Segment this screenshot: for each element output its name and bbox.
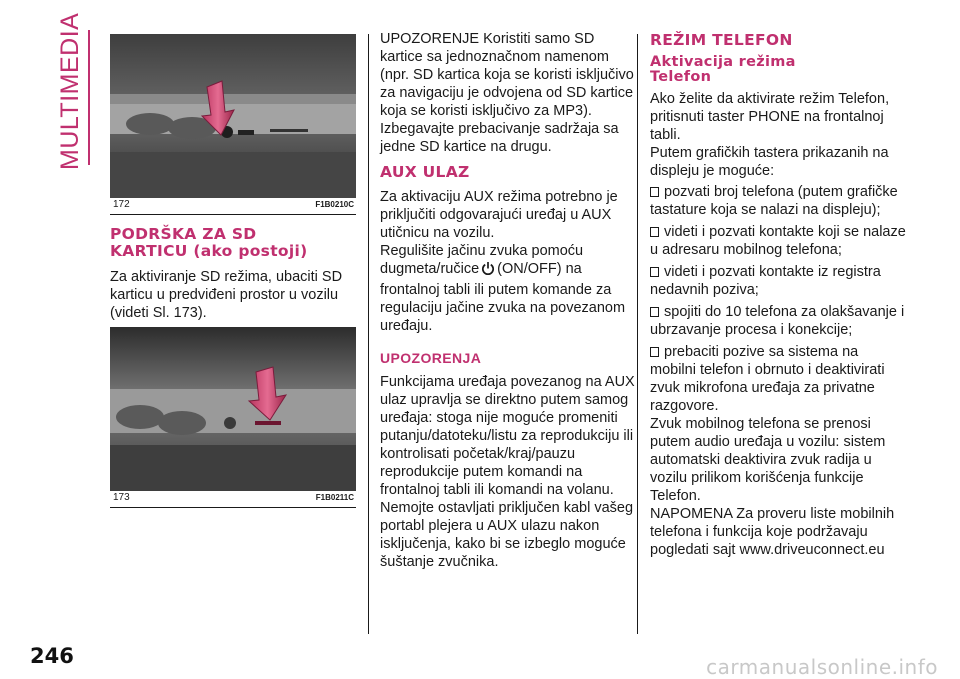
text-line: šuštanje zvučnika.: [380, 554, 499, 570]
figure-173-caption: [110, 491, 356, 508]
text-line: frontalnoj tabli ili komandi na volanu.: [380, 482, 614, 498]
text-line: priključiti odgovarajući uređaj u AUX: [380, 207, 612, 223]
figure-code: F1B0210C: [315, 200, 354, 209]
checkbox-icon: [650, 187, 659, 197]
text-line: prebaciti pozive sa sistema na: [664, 344, 859, 360]
list-item: [650, 303, 910, 339]
text-line: tastature koja se nalazi na displeju);: [650, 202, 881, 218]
watermark: carmanualsonline.info: [706, 655, 938, 679]
figure-172-photo: [110, 34, 356, 198]
text-line: Funkcijama uređaja povezanog na AUX: [380, 374, 635, 390]
text-line: regulaciju jačine zvuka na povezanom: [380, 300, 626, 316]
figure-172-caption: [110, 198, 356, 215]
text-line: uređaja: stoga nije moguće promeniti: [380, 410, 618, 426]
text-line: uređaju.: [380, 318, 433, 334]
list-item: [650, 183, 910, 219]
text-line: pogledati sajt www.driveuconnect.eu: [650, 542, 885, 558]
heading-line: Telefon: [650, 69, 712, 85]
text-line: zvuk mikrofona uređaja za privatne: [650, 380, 875, 396]
text-line: tabli.: [650, 127, 681, 143]
power-icon: [481, 261, 495, 281]
text-line: displeju je moguće:: [650, 163, 775, 179]
text-line: pritisnuti taster PHONE na frontalnoj: [650, 109, 884, 125]
text-line: dugmeta/ručice: [380, 261, 480, 277]
text-line: NAPOMENA Za proveru liste mobilnih: [650, 506, 895, 522]
column-divider-1: [368, 34, 369, 634]
column-1: [110, 226, 360, 322]
phone-activation-subheading: [650, 55, 910, 85]
text-line: Za aktiviranje SD režima, ubaciti SD: [110, 269, 343, 285]
text-line: za navigaciju je odvojena od SD kartice: [380, 85, 634, 101]
aux-text: [380, 188, 635, 335]
text-line: spojiti do 10 telefona za olakšavanje i: [664, 304, 905, 320]
text-line: telefona i funkcija koje podržavaju: [650, 524, 868, 540]
text-line: karticu u predviđeni prostor u vozilu: [110, 287, 339, 303]
text-line: razgovore.: [650, 398, 719, 414]
text-line: kartice sa jednoznačnom namenom: [380, 49, 609, 65]
text-line: Za aktivaciju AUX režima potrebno je: [380, 189, 618, 205]
text-line: koja se koristi isključivo za MP3).: [380, 103, 592, 119]
figure-code: F1B0211C: [315, 493, 354, 502]
figure-number: 173: [113, 492, 130, 503]
text-line: putem audio uređaja u vozilu: sistem: [650, 434, 886, 450]
heading-line: KARTICU (ako postoji): [110, 242, 308, 260]
text-line: vozilu prilikom korišćenja funkcije: [650, 470, 864, 486]
heading-line: PODRŠKA ZA SD: [110, 225, 257, 243]
text-line: putanju/datoteku/listu za reprodukciju ili: [380, 428, 634, 444]
text-line: ulaz upravlja se direktno putem samog: [380, 392, 629, 408]
sd-warning-text: [380, 30, 635, 156]
list-item: [650, 263, 910, 299]
heading-line: Aktivacija režima: [650, 54, 796, 70]
phone-intro-text: [650, 90, 910, 180]
text-line: Ako želite da aktivirate režim Telefon,: [650, 91, 890, 107]
checkbox-icon: [650, 267, 659, 277]
text-line: pozvati broj telefona (putem grafičke: [664, 184, 898, 200]
text-line: automatski deaktivira zvuk radija u: [650, 452, 872, 468]
phone-outro-text: [650, 415, 910, 559]
figure-number: 172: [113, 199, 130, 210]
text-line: isključenja, kako bi se izbeglo moguće: [380, 536, 626, 552]
section-rule: [88, 30, 90, 165]
text-line: (ON/OFF) na: [497, 261, 582, 277]
text-line: Putem grafičkih tastera prikazanih na: [650, 145, 889, 161]
column-divider-2: [637, 34, 638, 634]
sd-card-heading: [110, 226, 360, 260]
column-2: [380, 30, 635, 571]
text-line: nedavnih poziva;: [650, 282, 759, 298]
figure-173-photo: [110, 327, 356, 491]
text-line: u adresaru mobilnog telefona;: [650, 242, 842, 258]
text-line: (npr. SD kartica koja se koristi isključivo: [380, 67, 634, 83]
text-line: reprodukcije putem komandi na: [380, 464, 583, 480]
text-line: kontrolisati početak/kraj/pauzu: [380, 446, 576, 462]
phone-mode-heading: REŽIM TELEFON: [650, 31, 793, 49]
sd-card-text: [110, 268, 360, 322]
text-line: Nemojte ostavljati priključen kabl vašeg: [380, 500, 634, 516]
column-3: [650, 32, 910, 559]
text-line: ubrzavanje procesa i konekcije;: [650, 322, 853, 338]
text-line: Izbegavajte prebacivanje sadržaja sa: [380, 121, 619, 137]
text-line: (videti Sl. 173).: [110, 305, 207, 321]
text-line: jedne SD kartice na drugu.: [380, 139, 552, 155]
aux-heading: AUX ULAZ: [380, 163, 470, 181]
text-line: UPOZORENJE Koristiti samo SD: [380, 31, 595, 47]
text-line: Telefon.: [650, 488, 701, 504]
text-line: Zvuk mobilnog telefona se prenosi: [650, 416, 871, 432]
list-item: [650, 223, 910, 259]
section-title: MULTIMEDIA: [56, 12, 84, 170]
text-line: mobilni telefon i obrnuto i deaktivirati: [650, 362, 885, 378]
warnings-heading: UPOZORENJA: [380, 350, 482, 366]
text-line: frontalnoj tabli ili putem komande za: [380, 282, 612, 298]
text-line: utičnicu na vozilu.: [380, 225, 495, 241]
checkbox-icon: [650, 307, 659, 317]
page-number: 246: [30, 644, 74, 668]
text-line: videti i pozvati kontakte iz registra: [664, 264, 881, 280]
list-item: [650, 343, 910, 415]
checkbox-icon: [650, 227, 659, 237]
checkbox-icon: [650, 347, 659, 357]
text-line: videti i pozvati kontakte koji se nalaze: [664, 224, 906, 240]
text-line: portabl plejera u AUX ulazu nakon: [380, 518, 600, 534]
text-line: Regulišite jačinu zvuka pomoću: [380, 243, 584, 259]
warnings-text: [380, 373, 635, 571]
